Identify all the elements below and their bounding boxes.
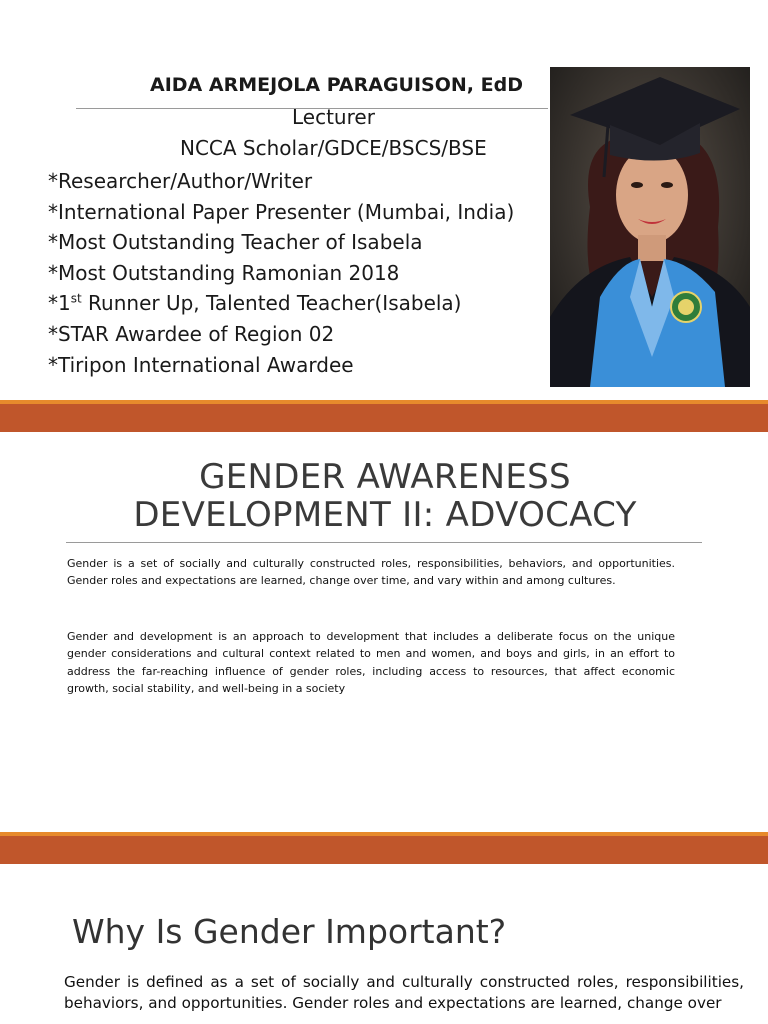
graduation-portrait	[550, 67, 750, 387]
slide-separator-band	[0, 400, 768, 432]
profile-slide	[0, 0, 768, 400]
lecturer-name: AIDA ARMEJOLA PARAGUISON, EdD	[150, 74, 523, 96]
slide-title	[40, 458, 730, 534]
band-stripe	[0, 400, 768, 404]
slide-title: Why Is Gender Important?	[72, 912, 507, 951]
gender-definition-paragraph: Gender is a set of socially and culturally constructed roles, responsibilities, behaviors, and opportunities. Gender roles and expectations are learned, change over time, and vary within and among cultures.	[67, 557, 675, 588]
title-divider	[66, 542, 702, 543]
gender-development-paragraph: Gender and development is an approach to development that includes a deliberate focus on the unique gender considerations and cultural context related to men and women, and boys and girls, in an effort to address the far-reaching influence of gender roles, including access to resources, that affect economic growth, social stability, and well-being in a society	[67, 630, 675, 696]
gender-importance-slide	[0, 864, 768, 1024]
title-line-2: DEVELOPMENT II: ADVOCACY	[133, 495, 637, 535]
award-item: *Researcher/Author/Writer	[48, 169, 313, 193]
title-line-1: GENDER AWARENESS	[199, 457, 571, 497]
slide-separator-band	[0, 832, 768, 864]
awards-list	[48, 166, 514, 380]
runner-up-prefix: *1	[48, 291, 71, 316]
band-stripe	[0, 832, 768, 836]
award-item: *International Paper Presenter (Mumbai, India)	[48, 199, 515, 224]
award-item: *Most Outstanding Teacher of Isabela	[48, 230, 423, 255]
gender-importance-paragraph: Gender is defined as a set of socially and culturally constructed roles, responsibilities, behaviors, and opportunities. Gender roles and expectations are learned, change over	[64, 973, 744, 1012]
advocacy-slide	[0, 432, 768, 832]
award-item-runner-up	[48, 288, 514, 319]
lecturer-role: Lecturer	[292, 105, 375, 129]
award-item: *Most Outstanding Ramonian 2018	[48, 260, 400, 285]
runner-up-ordinal: st	[70, 291, 82, 306]
lecturer-qualifications: NCCA Scholar/GDCE/BSCS/BSE	[180, 136, 487, 160]
runner-up-text: Runner Up, Talented Teacher(Isabela)	[81, 291, 462, 316]
award-item: *Tiripon International Awardee	[48, 352, 354, 377]
award-item: *STAR Awardee of Region 02	[48, 321, 335, 346]
